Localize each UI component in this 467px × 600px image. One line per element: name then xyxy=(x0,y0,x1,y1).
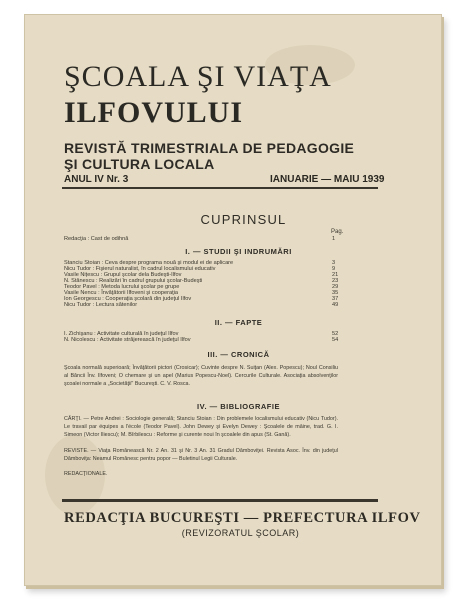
section-title: II. — FAPTE xyxy=(214,318,263,327)
subtitle-line-2: ŞI CULTURA LOCALA xyxy=(64,156,215,172)
issue-number: ANUL IV Nr. 3 xyxy=(64,174,129,185)
toc-entry-text: Nicu Tudor : Fişierul naturalist, în cadrul localismului educativ xyxy=(64,266,216,272)
toc-entry-page: 1 xyxy=(332,236,336,242)
bibliography-reviews: REVISTE. — Viaţa Românească Nr. 2 An. 31 şi Nr. 3 An. 31 Gradul Dâmboviţei. Revista Asoc. Înv. din judeţul Dâmboviţa: Neamul Românesc pentru popor — Buletinul Legii Culturale. xyxy=(64,448,338,462)
toc-entry-page: 54 xyxy=(332,337,339,343)
footer-rule xyxy=(62,499,378,502)
toc-entry-page: 49 xyxy=(332,302,339,308)
toc-entry-text: Vasile Nițescu : Grupul şcolar dela Budeşti-Ilfov xyxy=(64,272,182,278)
title-line-1: ŞCOALA ŞI VIAŢA xyxy=(64,60,332,93)
section-title: I. — STUDII ŞI INDRUMĂRI xyxy=(185,247,292,256)
bibliography-editorials: REDACŢIONALE. xyxy=(64,471,108,477)
chronicle-paragraph: Şcoala normală superioară; Învăţătorii pictori (Crosicar); Cuvinte despre N. Suiţan (Alex. Popescu); Noul Consiliu al Băncii Înv. Ilfoveni; O chemare şi un apel (Marius Popescu-Noel). Cercurile Culturale. Asociaţia absolvenţilor şcoalei normale a „Societăţii" Bucureşti. C. V. Rosca. xyxy=(64,365,338,387)
toc-entry-page: 52 xyxy=(332,331,339,337)
subtitle-line-1: REVISTĂ TRIMESTRIALA DE PEDAGOGIE xyxy=(64,140,355,156)
toc-entry-text: N. Stănescu : Realizări în cadrul grupului şcolar-Budeşti xyxy=(64,278,203,284)
toc-entry xyxy=(64,236,374,243)
toc-entry-text: N. Nicolescu : Activitate străjerească în judeţul Ilfov xyxy=(64,337,191,343)
toc-entry-text: Ion Georgescu : Cooperaţia şcolară din judeţul Ilfov xyxy=(64,296,192,302)
bibliography-books: CĂRŢI. — Petre Andrei : Sociologie generală; Stanciu Stoian : Din problemele localismului educativ (Nicu Tudor). Le travail par équipes a l'école (Teodor Pavel). John Dewey şi Evelyn Dewey : Şcoalele de mâine, trad. G. I. Simeon (Victor Iliescu); M. Bîrbilescu : Reforme şi curente noui în şcoalele din apus (St. Gană). xyxy=(64,416,338,438)
toc-entry-page: 9 xyxy=(332,266,336,272)
section-title: IV. — BIBLIOGRAFIE xyxy=(197,402,280,411)
title-line-2: ILFOVULUI xyxy=(64,96,244,129)
toc-entry-page: 29 xyxy=(332,284,339,290)
toc-entry-page: 23 xyxy=(332,278,339,284)
toc-entry xyxy=(64,337,374,344)
toc-entry-text: Vasile Nencu : Învăţătorii Ilfoveni şi cooperaţia xyxy=(64,290,179,296)
issue-date: IANUARIE — MAIU 1939 xyxy=(270,174,385,185)
publisher-subline: (REVIZORATUL ŞCOLAR) xyxy=(181,528,300,538)
toc-entry-page: 3 xyxy=(332,260,336,266)
toc-entry xyxy=(64,302,374,309)
toc-entry-text: I. Zichişanu : Activitate culturală în judeţul Ilfov xyxy=(64,331,179,337)
header-rule xyxy=(62,187,378,189)
page-column-heading: Pag. xyxy=(331,229,344,235)
toc-entry-page: 35 xyxy=(332,290,339,296)
toc-entry-text: Stanciu Stoian : Ceva despre programa nouă şi modul ei de aplicare xyxy=(64,260,234,266)
toc-entry-text: Redacţia : Cast de odihnă xyxy=(64,236,129,242)
toc-entry-page: 21 xyxy=(332,272,339,278)
publisher-line: REDACŢIA BUCUREŞTI — PREFECTURA ILFOV xyxy=(64,510,421,526)
toc-entry-text: Teodor Pavel : Metoda lucrului şcolar pe grupe xyxy=(64,284,180,290)
contents-heading: CUPRINSUL xyxy=(200,212,287,227)
toc-entry-page: 37 xyxy=(332,296,339,302)
toc-entry-text: Nicu Tudor : Lectura sătenilor xyxy=(64,302,138,308)
section-title: III. — CRONICĂ xyxy=(207,350,270,359)
